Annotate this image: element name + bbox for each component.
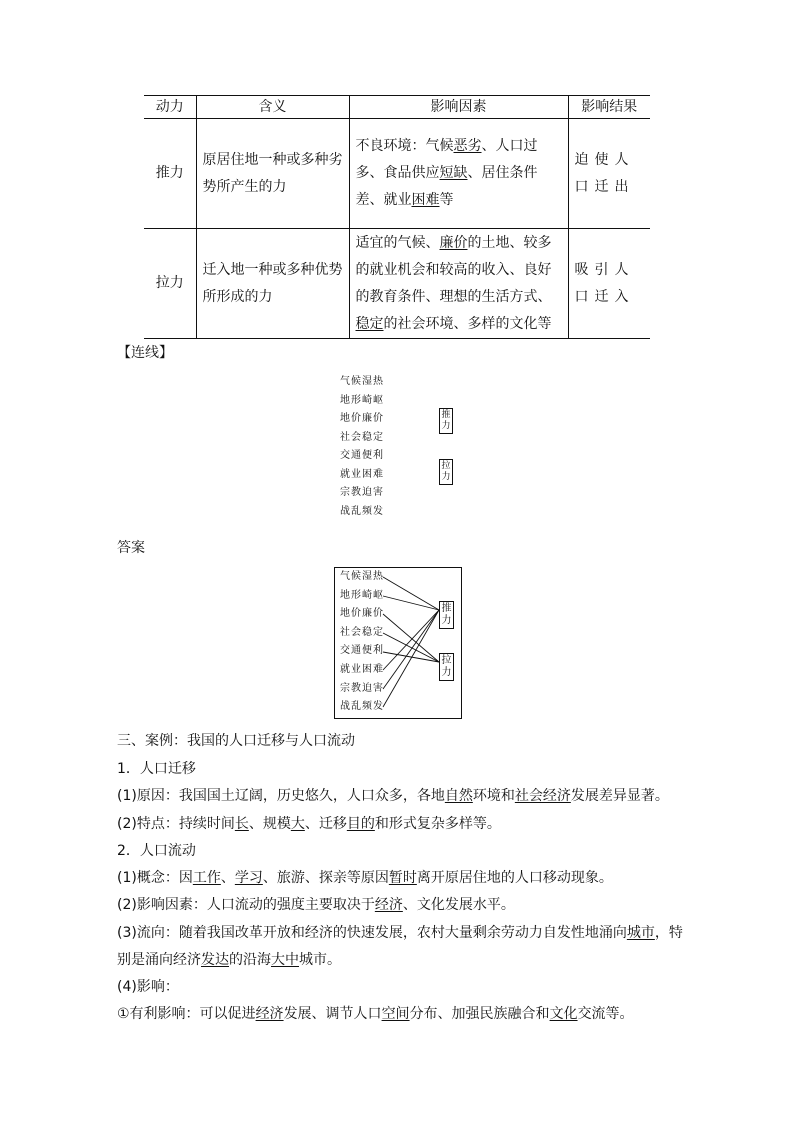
list-item: 战乱频发 xyxy=(340,701,384,713)
header-factors: 影响因素 xyxy=(349,96,568,119)
list-item: 地形崎岖 xyxy=(340,394,384,406)
list-item: 地形崎岖 xyxy=(340,589,384,601)
push-force-name: 推力 xyxy=(144,119,196,229)
table-row-push xyxy=(144,119,650,229)
paragraph-cause: (1)原因：我国国土辽阔，历史悠久，人口众多，各地自然环境和社会经济发展差异显著。 xyxy=(117,788,669,804)
line-war-to-push xyxy=(383,610,439,707)
line-jobs-to-push xyxy=(383,610,439,670)
line-humid-to-push xyxy=(383,577,439,610)
paragraph-positive-impact: ①有利影响：可以促进经济发展、调节人口空间分布、加强民族融合和文化交流等。 xyxy=(117,1006,634,1022)
answer-pull-box: 拉力 xyxy=(439,653,454,681)
header-result: 影响结果 xyxy=(568,96,650,119)
answer-push-box: 推力 xyxy=(439,601,454,629)
paragraph-direction-cont: 别是涌向经济发达的沿海大中城市。 xyxy=(117,952,341,968)
header-force: 动力 xyxy=(144,96,196,119)
section-title: 三、案例：我国的人口迁移与人口流动 xyxy=(117,733,355,749)
push-meaning: 原居住地一种或多种劣势所产生的力 xyxy=(196,119,349,229)
paragraph-direction: (3)流向：随着我国改革开放和经济的快速发展，农村大量剩余劳动力自发性地涌向城市，特 xyxy=(117,925,683,941)
question-item-list xyxy=(340,373,384,521)
header-meaning: 含义 xyxy=(196,96,349,119)
list-item: 宗教迫害 xyxy=(340,682,384,694)
push-factors: 不良环境：气候恶劣、人口过多、食品供应短缺、居住条件差、就业困难等 xyxy=(349,119,568,229)
migration-forces-table xyxy=(144,95,650,339)
pull-meaning: 迁入地一种或多种优势所形成的力 xyxy=(196,229,349,339)
pull-force-name: 拉力 xyxy=(144,229,196,339)
question-pull-box: 拉力 xyxy=(439,459,453,485)
list-item: 社会稳定 xyxy=(340,626,384,638)
pull-result: 吸引人口迁入 xyxy=(568,229,650,339)
answer-connector-lines xyxy=(335,568,461,718)
list-item: 交通便利 xyxy=(340,450,384,461)
list-item: 气候湿热 xyxy=(340,376,384,387)
list-item: 地价廉价 xyxy=(340,608,384,620)
list-item: 交通便利 xyxy=(340,645,384,657)
pull-factors: 适宜的气候、廉价的土地、较多的就业机会和较高的收入、良好的教育条件、理想的生活方式、稳定的社会环境、多样的文化等 xyxy=(349,229,568,339)
paragraph-impact: (4)影响： xyxy=(117,979,179,995)
paragraph-features: (2)特点：持续时间长、规模大、迁移目的和形式复杂多样等。 xyxy=(117,816,501,832)
push-result: 迫使人口迁出 xyxy=(568,119,650,229)
line-religion-to-push xyxy=(383,610,439,689)
list-item: 战乱频发 xyxy=(340,505,384,517)
answer-label: 答案 xyxy=(117,540,145,556)
list-item: 宗教迫害 xyxy=(340,487,384,498)
list-item: 就业困难 xyxy=(340,663,384,675)
question-push-box: 推力 xyxy=(439,408,453,434)
answer-diagram xyxy=(334,567,462,719)
list-item: 社会稳定 xyxy=(340,431,384,443)
list-item: 就业困难 xyxy=(340,468,384,480)
link-heading: 【连线】 xyxy=(117,345,173,361)
subheading-flow: 2．人口流动 xyxy=(117,843,196,859)
subheading-migration: 1．人口迁移 xyxy=(117,761,196,777)
list-item: 气候湿热 xyxy=(340,571,384,582)
table-header-row xyxy=(144,96,650,119)
list-item: 地价廉价 xyxy=(340,413,384,424)
paragraph-influence: (2)影响因素：人口流动的强度主要取决于经济、文化发展水平。 xyxy=(117,897,515,913)
line-rugged-to-push xyxy=(383,596,439,610)
paragraph-concept: (1)概念：因工作、学习、旅游、探亲等原因暂时离开原居住地的人口移动现象。 xyxy=(117,870,613,886)
table-row-pull xyxy=(144,229,650,339)
